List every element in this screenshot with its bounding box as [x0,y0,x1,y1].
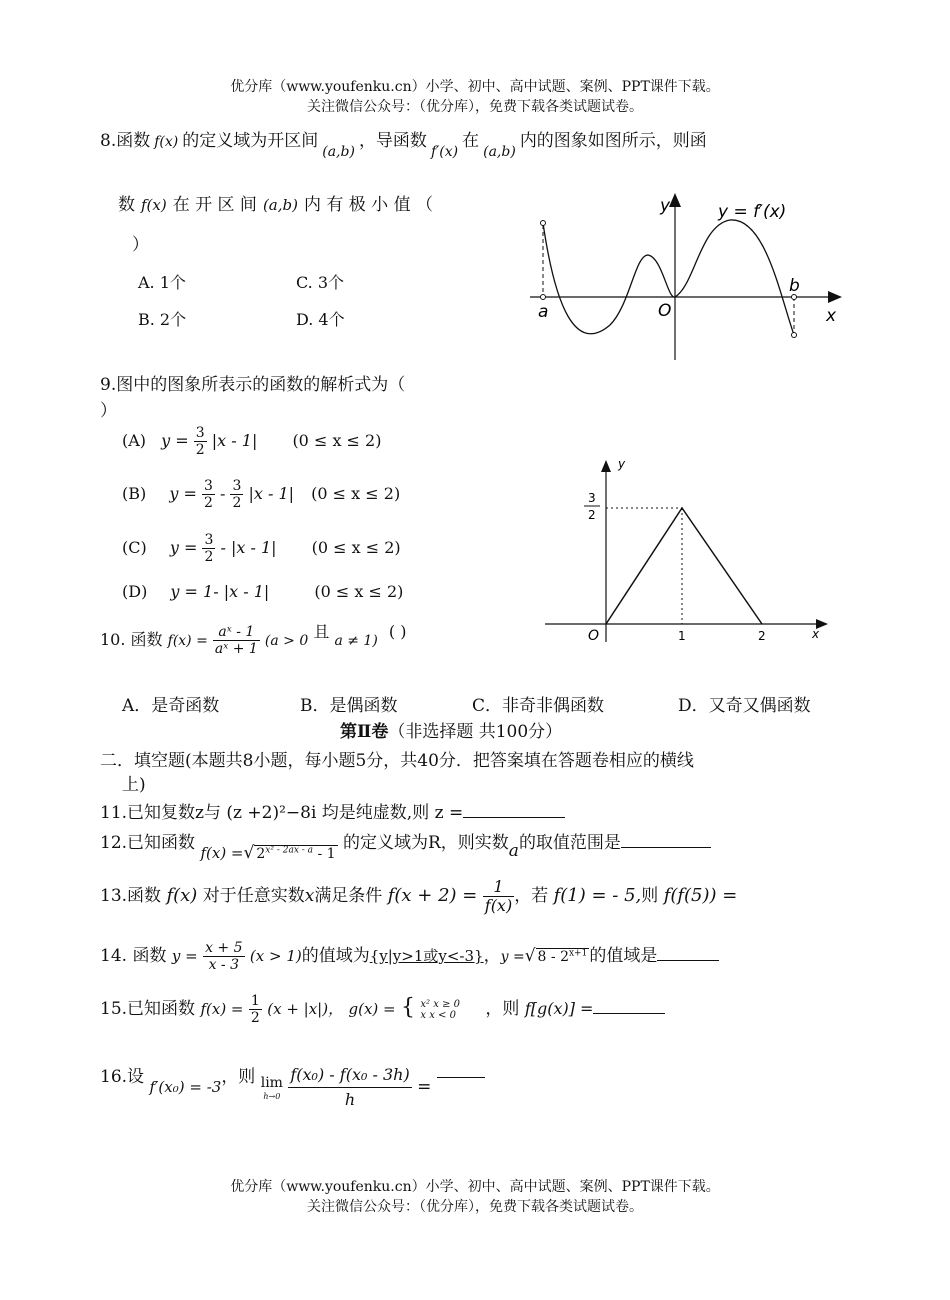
q8-option-b: B. 2个 [138,310,187,329]
q9-option-a: (A) y = $\frac{3}{2}$ |x - 1| (0 ≤ x ≤ 2) [122,425,382,458]
q15: 15.已知函数 f(x) = $\frac{1}{2}$ (x + |x|)， g(x) = { x² x ≥ 0 x x < 0 ，则 f[g(x)] = [100,993,665,1026]
q11-answer-blank[interactable] [463,803,565,818]
q10-stem: 10. 函数 f(x) = $\frac{\text{aˣ - 1}}{\text{aˣ + 1}}$ (a > 0 且 a ≠ 1) ( ) [100,622,407,657]
y-axis-arrow [601,460,611,472]
y-axis-arrow [669,193,681,207]
graph-label-o: O [588,628,600,644]
q10-option-a: A．是奇函数 [122,696,220,716]
graph-label-o: O [658,301,672,321]
q14: 14. 函数 y = $\frac{x + 5}{x - 3}$ (x > 1)的值域为{y|y>1或y<-3}，y =√ $8 - 2^{x+1}$ 的值域是 [100,940,719,973]
graph-label-3: 3 [588,491,596,505]
q9-stem: 9.图中的图象所表示的函数的解析式为（ [100,375,406,395]
footer-line-1: 优分库（www.youfenku.cn）小学、初中、高中试题、案例、PPT课件下载。 [230,1179,720,1195]
x-axis-arrow [828,291,842,303]
section2-intro: 二．填空题(本题共8小题，每小题5分，共40分．把答案填在答题卷相应的横线 [100,751,694,771]
q8-stem: 8.函数 f(x) 的定义域为开区间$_{(a,b)}$，导函数$_{f'(x)}$在$_{(a,b)}$内的图象如图所示，则函 [100,131,707,160]
open-endpoint-a [541,221,546,226]
graph-label-x: x [826,306,837,326]
q12-answer-blank[interactable] [621,833,711,848]
q11: 11.已知复数z与 (z +2)²−8i 均是纯虚数,则 z = [100,798,565,823]
q8-option-c: C. 3个 [296,273,345,292]
q15-answer-blank[interactable] [593,999,665,1014]
q13: 13.函数 f(x) 对于任意实数x满足条件 f(x + 2) = $\frac{1}{f(x)}$ ，若 f(1) = - 5,则 f(f(5)) = [100,877,738,915]
graph-label-y: y [660,196,671,216]
header-line-2: 关注微信公众号：（优分库），免费下载各类试题试卷。 [307,99,643,115]
q10-option-d: D．又奇又偶函数 [678,696,811,716]
open-endpoint-b [792,333,797,338]
graph-label-2: 2 [588,508,596,522]
q8-option-a: A. 1个 [138,273,186,292]
graph-label-a: a [538,302,549,322]
graph-label-curve: y = f′(x) [718,202,787,222]
q10-option-c: C．非奇非偶函数 [472,696,605,716]
header-line-1: 优分库（www.youfenku.cn）小学、初中、高中试题、案例、PPT课件下载。 [230,79,720,95]
q16: 16.设 f′(x₀) = -3，则 lim h→0 $\frac{\text{f(x₀) - f(x₀ - 3h)}}{h}$ = [100,1053,485,1102]
graph-label-1: 1 [678,629,686,643]
q9-option-b: (B) y = $\frac{3}{2}$ - $\frac{3}{2}$ |x - 1| (0 ≤ x ≤ 2) [122,478,401,511]
graph-label-x: x [812,627,820,641]
footer-line-2: 关注微信公众号：（优分库），免费下载各类试题试卷。 [307,1199,643,1215]
point-a [541,295,546,300]
q9-stem-close: ） [100,401,117,421]
q14-answer-blank[interactable] [657,946,719,961]
q9-option-d: (D) y = 1- |x - 1| (0 ≤ x ≤ 2) [122,582,404,601]
section2-title: 第Ⅱ卷（非选择题 共100分） [340,722,563,742]
graph-label-b: b [789,276,800,296]
q12: 12.已知函数 f(x) =√ $_{2^{x^2 - 2ax - a} - 1}$ 的定义域为R，则实数a的取值范围是 [100,828,711,853]
q10-option-b: B．是偶函数 [300,696,398,716]
triangle-function [606,508,762,624]
graph-label-2x: 2 [758,629,766,643]
q8-derivative-graph [520,185,850,370]
q8-option-d: D. 4个 [296,310,345,329]
section2-intro-2: 上) [122,775,146,795]
q8-line3: ） [132,235,149,255]
graph-label-y: y [618,457,626,471]
q9-option-c: (C) y = $\frac{3}{2}$ - |x - 1| (0 ≤ x ≤ 2) [122,532,401,565]
q8-line2: 数 f(x) 在 开 区 间 (a,b) 内 有 极 小 值 （ [118,195,433,215]
q9-triangle-graph [540,452,840,652]
q16-answer-blank[interactable] [437,1063,485,1078]
